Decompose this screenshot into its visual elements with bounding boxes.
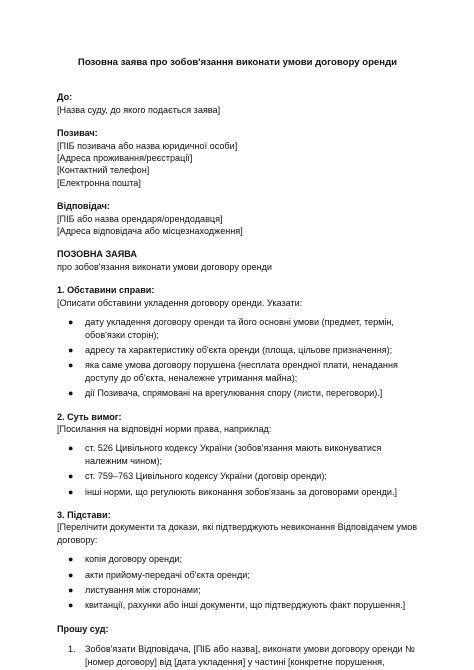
plaintiff-section [57, 127, 418, 189]
bullet-icon: ● [68, 486, 74, 497]
bullet-icon: ● [68, 554, 74, 565]
demands-section [57, 411, 418, 498]
claim-heading-section [57, 248, 418, 273]
bullet-icon: ● [68, 317, 74, 328]
list-item: ● квитанції, рахунки або інші документи, що підтверджують факт порушення.] [68, 600, 406, 611]
list-item: ● листування між сторонами; [68, 585, 201, 595]
list-item: ● адресу та характеристику об'єкта оренди (площа, цільове призначення); [68, 344, 393, 355]
plaintiff-phone-line: [Контактний телефон] [57, 165, 150, 176]
circumstances-section [57, 284, 418, 399]
bullet-icon: ● [68, 388, 74, 399]
claim-heading: ПОЗОВНА ЗАЯВА [57, 249, 137, 260]
item-number: 1. [68, 644, 76, 655]
list-item: ● яка саме умова договору порушена (несплата орендної плати, ненадання доступу до об'єкта, неналежне утримання майна); [68, 360, 398, 383]
list-item: ● дату укладення договору оренди та його основні умови (предмет, термін, обов'язки сторін); [68, 317, 394, 340]
plaintiff-name-line: [ПІБ позивача або назва юридичної особи] [57, 140, 238, 151]
grounds-intro: [Перелічити документи та докази, які підтверджують невиконання Відповідачем умов договору: [57, 522, 418, 545]
to-label: До: [57, 92, 73, 103]
defendant-label: Відповідач: [57, 201, 110, 212]
to-court-line: [Назва суду, до якого подається заява] [57, 104, 221, 115]
list-item: ● ст. 759–763 Цивільного кодексу України (договір оренди); [68, 471, 327, 482]
list-item: ● дії Позивача, спрямовані на врегулювання спору (листи, переговори).] [68, 388, 383, 399]
circumstances-intro: [Описати обставини укладення договору оренди. Указати: [57, 297, 303, 308]
request-heading: Прошу суд: [57, 623, 109, 634]
to-section [57, 91, 418, 116]
list-item: 1. Зобов'язати Відповідача, [ПІБ або назва], виконати умови договору оренди №[номер договору] від [дата укладення] у частині [конкретне порушення, [68, 644, 415, 667]
defendant-section [57, 200, 418, 237]
grounds-section [57, 509, 418, 612]
bullet-icon: ● [68, 600, 74, 611]
grounds-list [57, 553, 418, 612]
grounds-heading: 3. Підстави: [57, 509, 111, 520]
claim-subheading: про зобов'язання виконати умови договору оренди [57, 261, 272, 272]
bullet-icon: ● [68, 569, 74, 580]
plaintiff-label: Позивач: [57, 128, 98, 139]
bullet-icon: ● [68, 360, 74, 371]
demands-intro: [Посилання на відповідні норми права, наприклад: [57, 423, 272, 434]
plaintiff-email-line: [Електронна пошта] [57, 177, 141, 188]
list-item: ● ст. 526 Цивільного кодексу України (зобов'язання мають виконуватися належним чином); [68, 443, 382, 466]
document-title: Позовна заява про зобов'язання виконати умови договору оренди [77, 57, 398, 68]
bullet-icon: ● [68, 585, 74, 595]
demands-heading: 2. Суть вимог: [57, 411, 122, 422]
demands-list [57, 442, 418, 498]
plaintiff-address-line: [Адреса проживання/реєстрації] [57, 153, 193, 164]
list-item: ● копія договору оренди; [68, 554, 182, 565]
defendant-address-line: [Адреса відповідача або місцезнаходження] [57, 226, 243, 237]
request-list [57, 643, 418, 668]
circumstances-list [57, 316, 418, 399]
request-section [57, 623, 418, 668]
list-item: ● акти прийому-передачі об'єкта оренди; [68, 569, 250, 580]
bullet-icon: ● [68, 344, 74, 355]
list-item: ● інші норми, що регулюють виконання зобов'язань за договорами оренди.] [68, 486, 398, 497]
circumstances-heading: 1. Обставини справи: [57, 285, 155, 296]
defendant-name-line: [ПІБ або назва орендаря/орендодавця] [57, 213, 223, 224]
bullet-icon: ● [68, 471, 74, 482]
bullet-icon: ● [68, 443, 74, 454]
